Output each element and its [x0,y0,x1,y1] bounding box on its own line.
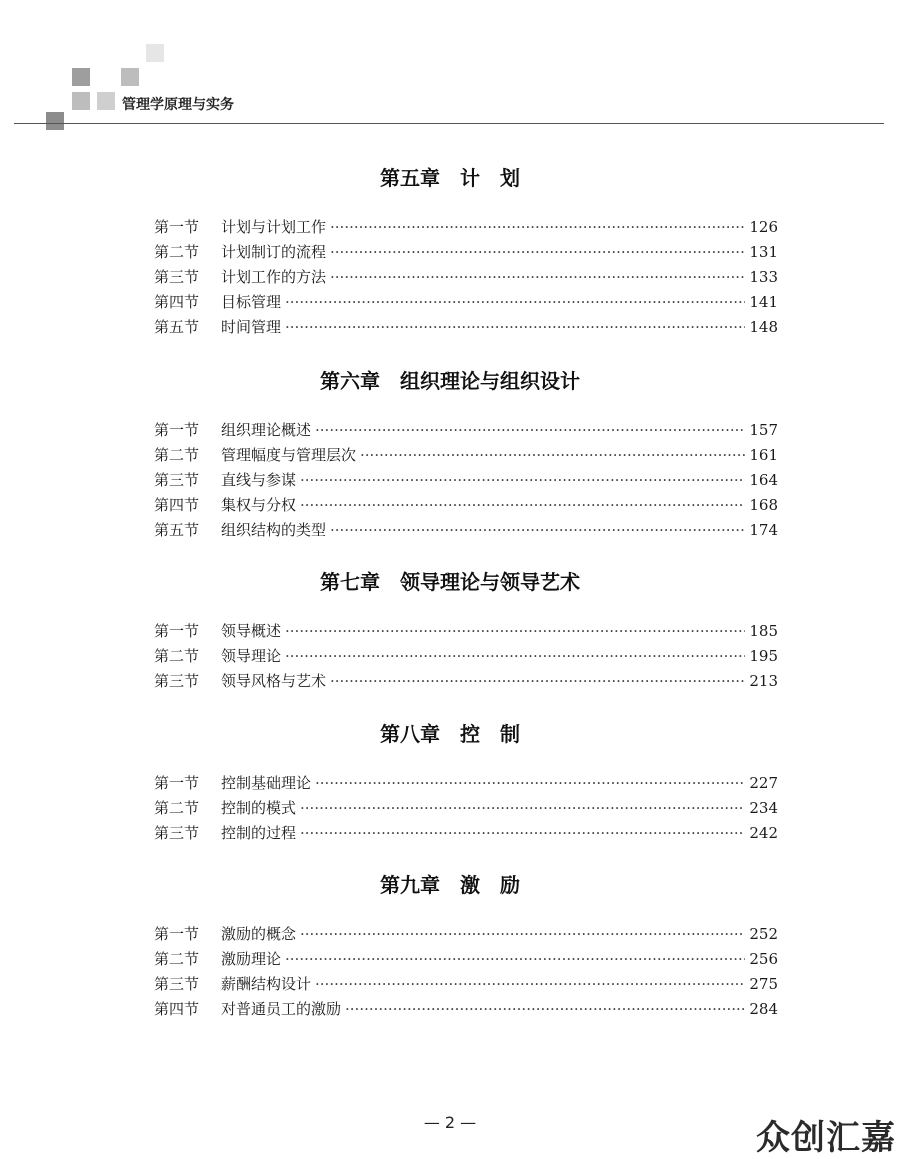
section-page-number: 131 [749,243,778,261]
toc-entry[interactable] [154,216,778,238]
dot-leader [285,291,745,313]
section-number: 第四节 [154,293,200,311]
section-title: 计划与计划工作 [221,218,327,236]
toc-entry[interactable] [154,241,778,263]
toc-entry[interactable] [154,419,778,441]
toc-entry[interactable] [154,494,778,516]
dot-leader [300,469,745,491]
section-number: 第一节 [154,622,200,640]
section-title: 控制的过程 [221,824,297,842]
dot-leader [330,670,745,692]
section-page-number: 141 [749,293,778,311]
dot-leader [345,998,745,1020]
section-page-number: 256 [749,950,778,968]
dot-leader [315,772,745,794]
dot-leader [315,973,745,995]
header-square-4 [72,92,90,110]
section-page-number: 195 [749,647,778,665]
section-title: 控制的模式 [221,799,297,817]
chapter-title: 第七章 领导理论与领导艺术 [320,570,580,594]
section-number: 第三节 [154,471,200,489]
toc-entry[interactable] [154,519,778,541]
section-title: 管理幅度与管理层次 [221,446,357,464]
toc-entry[interactable] [154,948,778,970]
header-square-2 [72,68,90,86]
section-title: 计划制订的流程 [221,243,327,261]
section-page-number: 133 [749,268,778,286]
section-number: 第三节 [154,268,200,286]
section-number: 第一节 [154,925,200,943]
dot-leader [300,923,745,945]
section-title: 激励的概念 [221,925,297,943]
section-title: 目标管理 [221,293,282,311]
toc-entry[interactable] [154,469,778,491]
dot-leader [330,216,745,238]
section-page-number: 126 [749,218,778,236]
section-page-number: 234 [749,799,778,817]
section-page-number: 275 [749,975,778,993]
section-number: 第五节 [154,318,200,336]
section-number: 第二节 [154,243,200,261]
section-title: 组织理论概述 [221,421,312,439]
section-title: 直线与参谋 [221,471,297,489]
section-page-number: 185 [749,622,778,640]
header-square-5 [97,92,115,110]
section-number: 第四节 [154,1000,200,1018]
section-title: 控制基础理论 [221,774,312,792]
section-number: 第一节 [154,218,200,236]
dot-leader [315,419,745,441]
section-page-number: 227 [749,774,778,792]
section-page-number: 174 [749,521,778,539]
section-page-number: 252 [749,925,778,943]
section-number: 第一节 [154,421,200,439]
dot-leader [330,241,745,263]
toc-entry[interactable] [154,316,778,338]
toc-entry[interactable] [154,645,778,667]
section-title: 组织结构的类型 [221,521,327,539]
section-title: 激励理论 [221,950,282,968]
toc-entry[interactable] [154,923,778,945]
dot-leader [300,494,745,516]
dot-leader [285,620,745,642]
dot-leader [285,316,745,338]
section-title: 集权与分权 [221,496,297,514]
book-title: 管理学原理与实务 [122,97,234,113]
section-title: 计划工作的方法 [221,268,327,286]
section-number: 第二节 [154,446,200,464]
section-number: 第三节 [154,975,200,993]
dot-leader [285,645,745,667]
section-title: 领导风格与艺术 [221,672,327,690]
toc-entry[interactable] [154,797,778,819]
section-title: 时间管理 [221,318,282,336]
section-number: 第二节 [154,647,200,665]
toc-entry[interactable] [154,998,778,1020]
chapter-title: 第八章 控 制 [380,722,520,746]
section-number: 第四节 [154,496,200,514]
section-title: 领导理论 [221,647,282,665]
dot-leader [285,948,745,970]
section-title: 对普通员工的激励 [221,1000,342,1018]
header-square-1 [146,44,164,62]
header-square-3 [121,68,139,86]
dot-leader [360,444,745,466]
dot-leader [330,266,745,288]
chapter-title: 第五章 计 划 [380,166,520,190]
section-page-number: 164 [749,471,778,489]
section-title: 领导概述 [221,622,282,640]
section-number: 第三节 [154,824,200,842]
page-number: — 2 — [423,1113,477,1132]
section-number: 第二节 [154,950,200,968]
toc-entry[interactable] [154,266,778,288]
section-page-number: 213 [749,672,778,690]
section-number: 第一节 [154,774,200,792]
section-page-number: 168 [749,496,778,514]
dot-leader [330,519,745,541]
toc-entry[interactable] [154,291,778,313]
section-page-number: 148 [749,318,778,336]
section-page-number: 284 [749,1000,778,1018]
toc-entry[interactable] [154,670,778,692]
section-number: 第二节 [154,799,200,817]
dot-leader [300,797,745,819]
watermark-logo: 众创汇嘉 [756,1118,896,1158]
header-square-6 [46,112,64,130]
toc-entry[interactable] [154,973,778,995]
section-page-number: 242 [749,824,778,842]
section-page-number: 161 [749,446,778,464]
header-rule [14,123,884,124]
toc-entry[interactable] [154,822,778,844]
dot-leader [300,822,745,844]
toc-entry[interactable] [154,620,778,642]
chapter-title: 第九章 激 励 [380,873,520,897]
section-number: 第三节 [154,672,200,690]
section-title: 薪酬结构设计 [221,975,312,993]
chapter-title: 第六章 组织理论与组织设计 [320,369,580,393]
toc-entry[interactable] [154,772,778,794]
section-page-number: 157 [749,421,778,439]
toc-entry[interactable] [154,444,778,466]
section-number: 第五节 [154,521,200,539]
